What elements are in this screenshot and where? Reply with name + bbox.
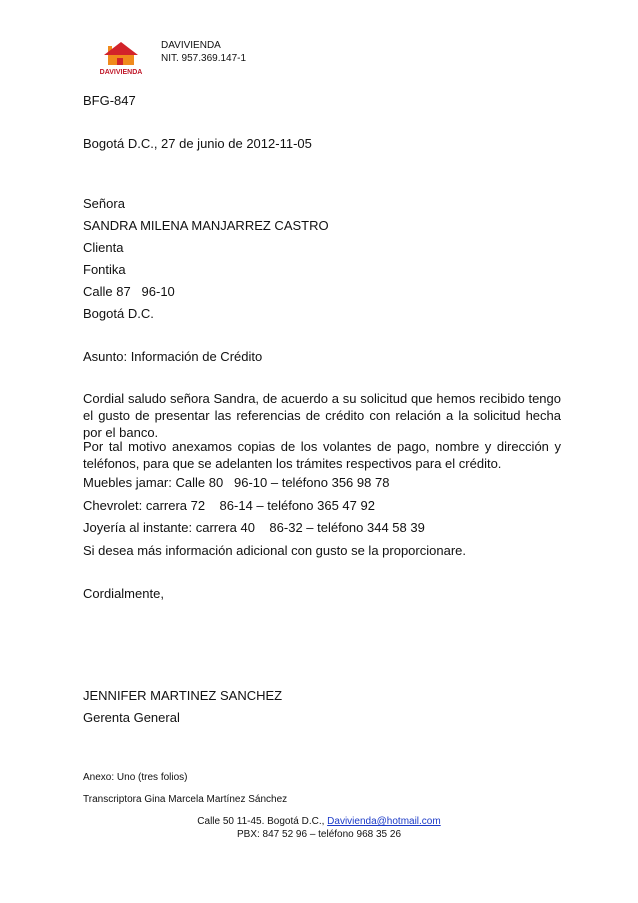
transcriber-note: Transcriptora Gina Marcela Martínez Sánchez [83,794,288,805]
recipient-salutation: Señora [83,196,125,211]
recipient-company: Fontika [83,262,126,277]
subject-line: Asunto: Información de Crédito [83,349,263,364]
recipient-city: Bogotá D.C. [83,306,154,321]
reference-item: Chevrolet: carrera 72 86-14 – teléfono 365 47 92 [83,498,375,513]
closing-note: Si desea más información adicional con gusto se la proporcionare. [83,543,466,558]
signer-title: Gerenta General [83,710,180,725]
reference-code: BFG-847 [83,93,136,108]
footer-email-link[interactable]: Davivienda@hotmail.com [327,816,441,827]
company-nit: NIT. 957.369.147-1 [161,53,247,64]
body-paragraph-1: Cordial saludo señora Sandra, de acuerdo a su solicitud que hemos recibido tengo el gusto de presentar las referencias de crédito con relación a la solicitud hecha por el banco. [83,391,561,440]
recipient-address: Calle 87 96-10 [83,284,175,299]
davivienda-logo [90,36,152,78]
annex-note: Anexo: Uno (tres folios) [83,772,188,783]
footer-phones: PBX: 847 52 96 – teléfono 968 35 26 [236,829,402,840]
reference-item: Muebles jamar: Calle 80 96-10 – teléfono 356 98 78 [83,475,390,490]
recipient-role: Clienta [83,240,124,255]
date-line: Bogotá D.C., 27 de junio de 2012-11-05 [83,136,312,151]
footer-address-line [0,815,638,828]
house-logo-icon [90,36,152,78]
recipient-name: SANDRA MILENA MANJARREZ CASTRO [83,218,329,233]
footer-address: Calle 50 11-45. Bogotá D.C., [197,816,328,827]
signer-name: JENNIFER MARTINEZ SANCHEZ [83,688,283,703]
reference-item: Joyería al instante: carrera 40 86-32 – teléfono 344 58 39 [83,520,425,535]
logo-text: DAVIVIENDA [99,69,143,76]
body-paragraph-2: Por tal motivo anexamos copias de los volantes de pago, nombre y dirección y teléfonos, para que se adelanten los trámites respectivos para el crédito. [83,439,561,471]
company-name: DAVIVIENDA [161,40,221,51]
sign-off: Cordialmente, [83,586,164,601]
